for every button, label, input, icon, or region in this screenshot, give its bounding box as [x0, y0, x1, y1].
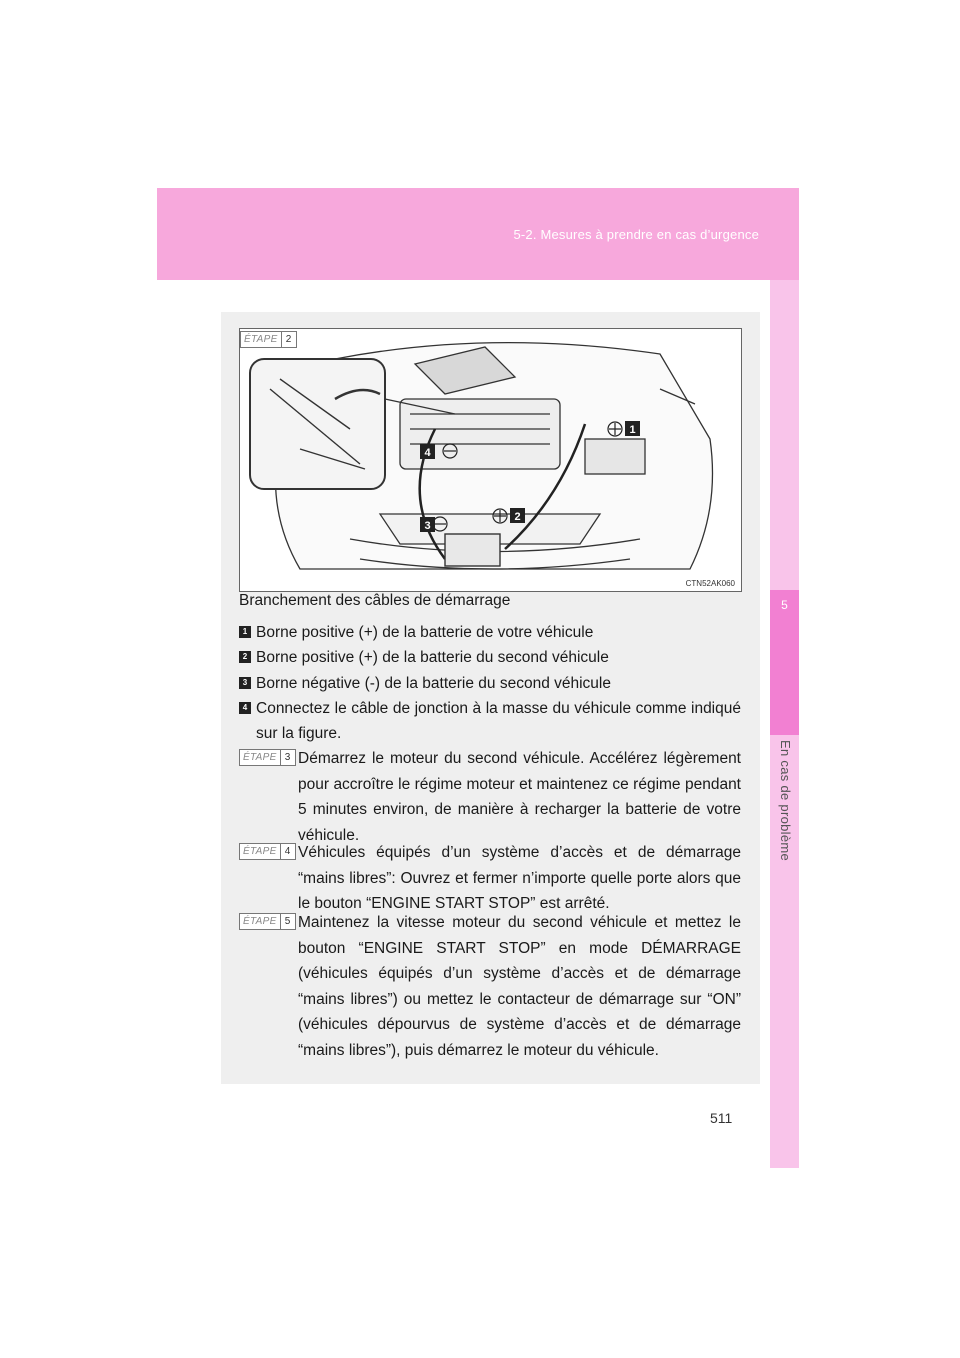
list-item: 2 Borne positive (+) de la batterie du second véhicule: [239, 645, 741, 670]
section-title: 5-2. Mesures à prendre en cas d’urgence: [513, 227, 759, 242]
callout-1: 1: [629, 424, 636, 436]
page-number: 511: [710, 1110, 733, 1126]
item-number-box: 2: [239, 651, 251, 663]
header-band: [157, 188, 799, 280]
list-item: 3 Borne négative (-) de la batterie du second véhicule: [239, 671, 741, 696]
callout-3: 3: [424, 520, 431, 532]
figure-code: CTN52AK060: [685, 579, 735, 588]
callout-2: 2: [514, 511, 521, 523]
step-paragraph: ÉTAPE 4 Véhicules équipés d’un système d’accès et de démarrage “mains libres”: Ouvrez et fermer n’importe quelle porte alors que le bouton “ENGINE START STOP” est arrêté.: [239, 840, 741, 917]
chapter-side-tab: [770, 280, 799, 1168]
item-number-box: 1: [239, 626, 251, 638]
step-badge: ÉTAPE 4: [239, 843, 296, 860]
chapter-label: En cas de problème: [778, 740, 793, 862]
item-number-box: 4: [239, 702, 251, 714]
figure-caption: Branchement des câbles de démarrage: [239, 592, 511, 609]
item-number-box: 3: [239, 677, 251, 689]
list-item: 4 Connectez le câble de jonction à la masse du véhicule comme indiqué sur la figure.: [239, 696, 741, 746]
list-item: 1 Borne positive (+) de la batterie de votre véhicule: [239, 620, 741, 645]
chapter-number: 5: [781, 598, 788, 612]
step-paragraph: ÉTAPE 3 Démarrez le moteur du second véhicule. Accélérez légèrement pour accroître le régime moteur et maintenez ce régime pendant 5 minutes environ, de manière à recharger la batterie de votre véhicule.: [239, 746, 741, 848]
engine-bay-illustration: [239, 328, 742, 592]
step-paragraph: ÉTAPE 5 Maintenez la vitesse moteur du second véhicule et mettez le bouton “ENGINE START STOP” en mode DÉMARRAGE (véhicules équipés d’un système d’accès et de démarrage “mains libres”) ou mettez le contacteur de démarrage sur “ON” (véhicules dépourvus de système d’accès et de démarrage “mains libres”), puis démarrez le moteur du véhicule.: [239, 910, 741, 1063]
callout-4: 4: [424, 447, 431, 459]
step-badge: ÉTAPE 5: [239, 913, 296, 930]
step-badge: ÉTAPE 3: [239, 749, 296, 766]
step-badge-figure: ÉTAPE 2: [240, 331, 297, 348]
jump-start-diagram: [240, 329, 741, 591]
chapter-tab-active[interactable]: [770, 590, 799, 735]
